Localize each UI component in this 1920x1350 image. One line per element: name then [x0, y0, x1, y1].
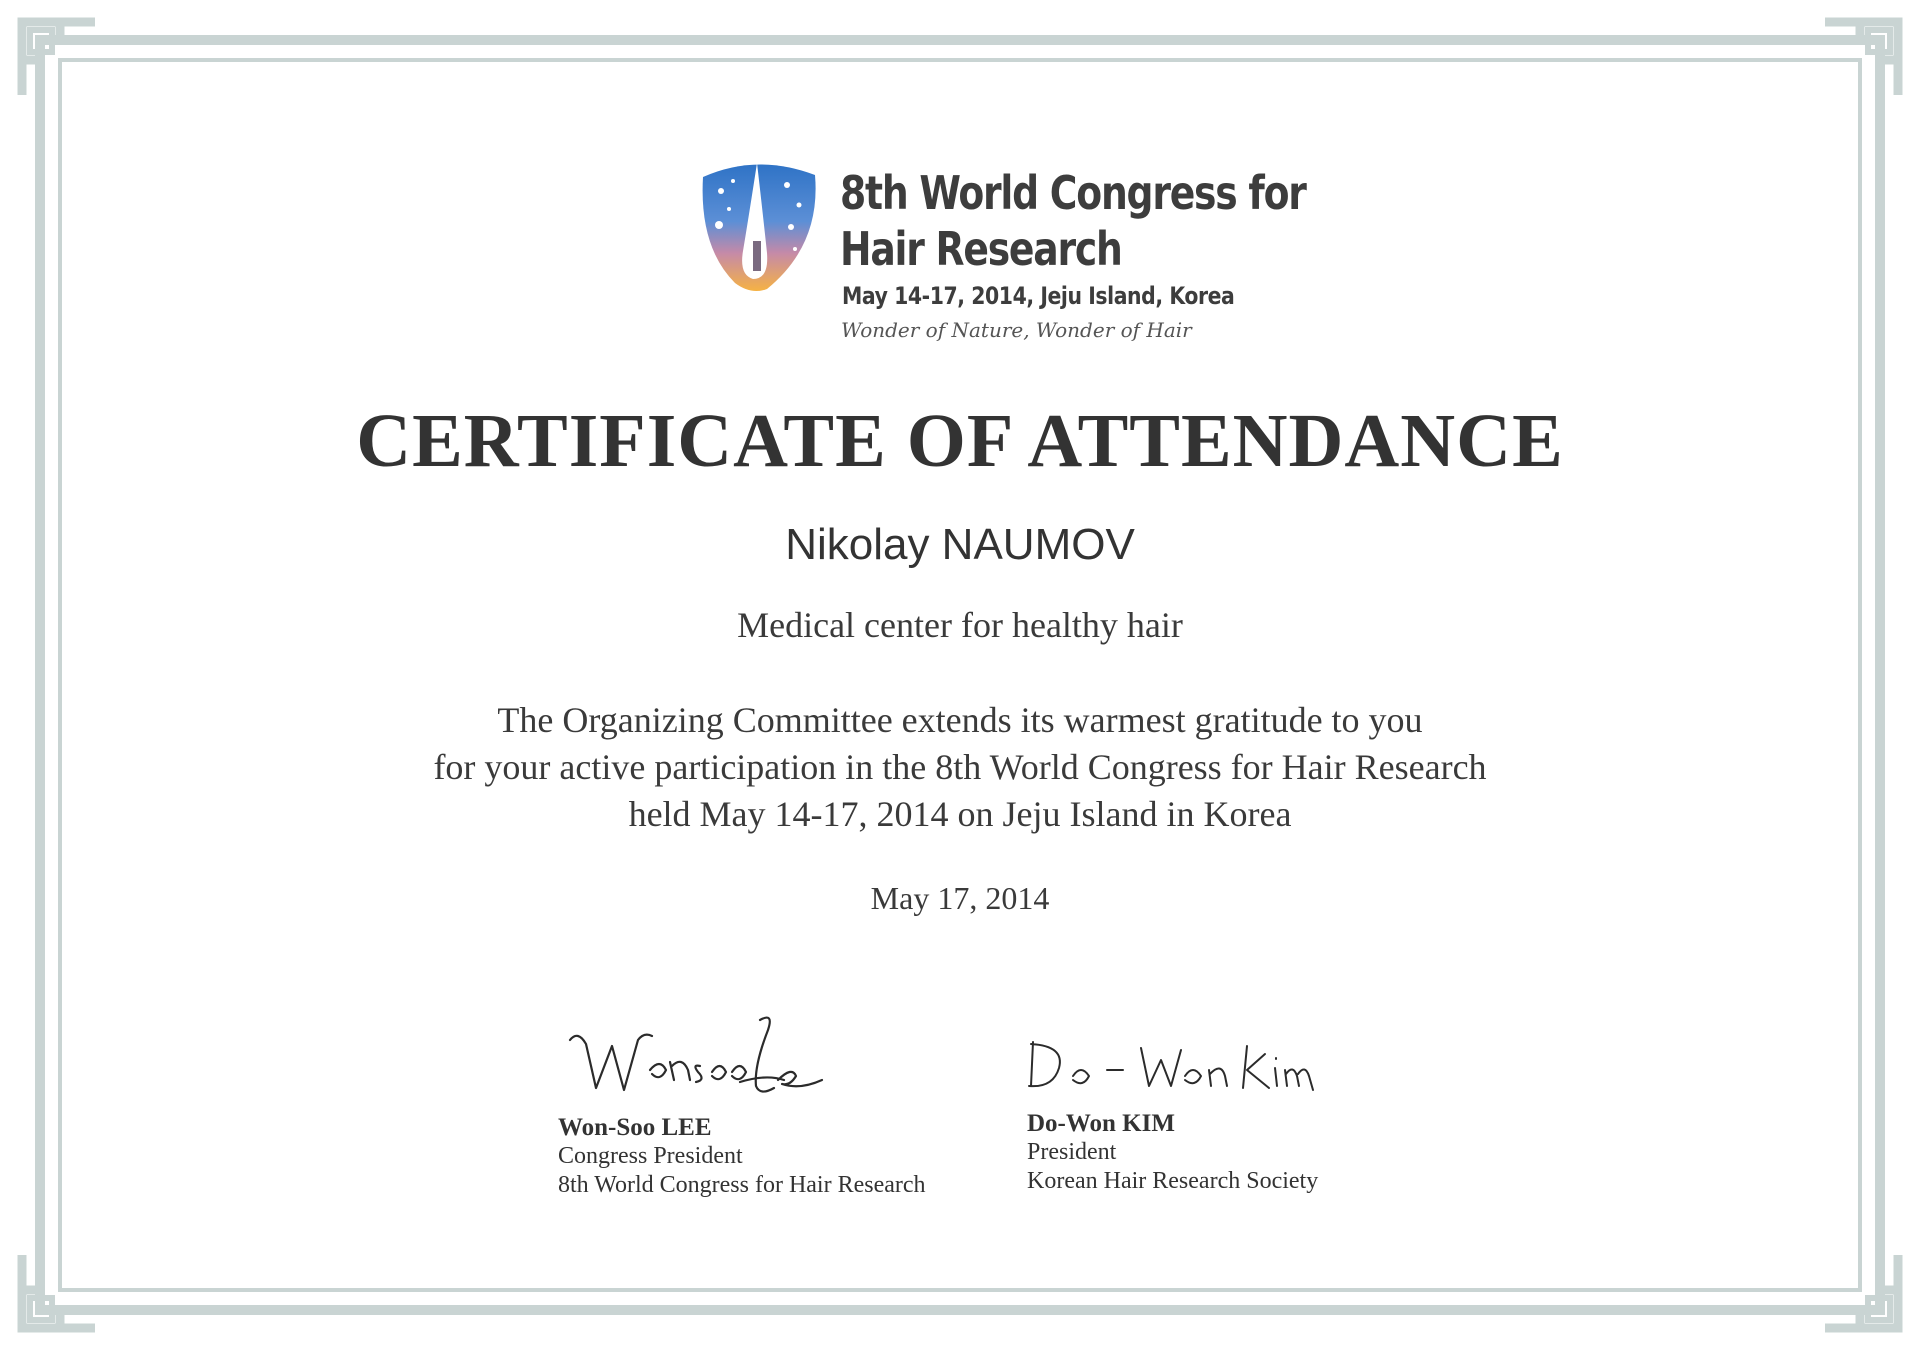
congress-name [840, 165, 1306, 277]
body-line: held May 14-17, 2014 on Jeju Island in Korea [628, 794, 1292, 834]
signatory-do-won-kim [1027, 1109, 1318, 1196]
issue-date: May 17, 2014 [870, 880, 1050, 916]
signatory-role: Congress President [558, 1143, 743, 1169]
signatory-won-soo-lee [558, 1113, 926, 1200]
signature-won-soo-lee [560, 1010, 830, 1110]
congress-logo [695, 155, 1306, 345]
signatory-affiliation: Korean Hair Research Society [1027, 1168, 1319, 1194]
congress-slogan: Wonder of Nature, Wonder of Hair [841, 318, 1192, 342]
congress-shield-emblem [695, 155, 825, 295]
signature-do-won-kim [1025, 1032, 1325, 1102]
congress-dates: May 14-17, 2014, Jeju Island, Korea [842, 282, 1235, 310]
certificate-title: CERTIFICATE OF ATTENDANCE [356, 399, 1564, 483]
signatory-name: Won-Soo LEE [558, 1114, 712, 1141]
recipient-name: Nikolay NAUMOV [785, 520, 1135, 569]
congress-name-line2: Hair Research [840, 222, 1122, 276]
recipient-organization: Medical center for healthy hair [737, 605, 1183, 645]
signatory-role: President [1027, 1139, 1117, 1165]
signatory-name: Do-Won KIM [1027, 1110, 1175, 1137]
body-line: for your active participation in the 8th World Congress for Hair Research [433, 747, 1487, 787]
certificate-body [0, 697, 1920, 838]
congress-name-line1: 8th World Congress for [840, 166, 1306, 220]
body-line: The Organizing Committee extends its warmest gratitude to you [497, 700, 1423, 740]
signatory-affiliation: 8th World Congress for Hair Research [558, 1172, 926, 1198]
